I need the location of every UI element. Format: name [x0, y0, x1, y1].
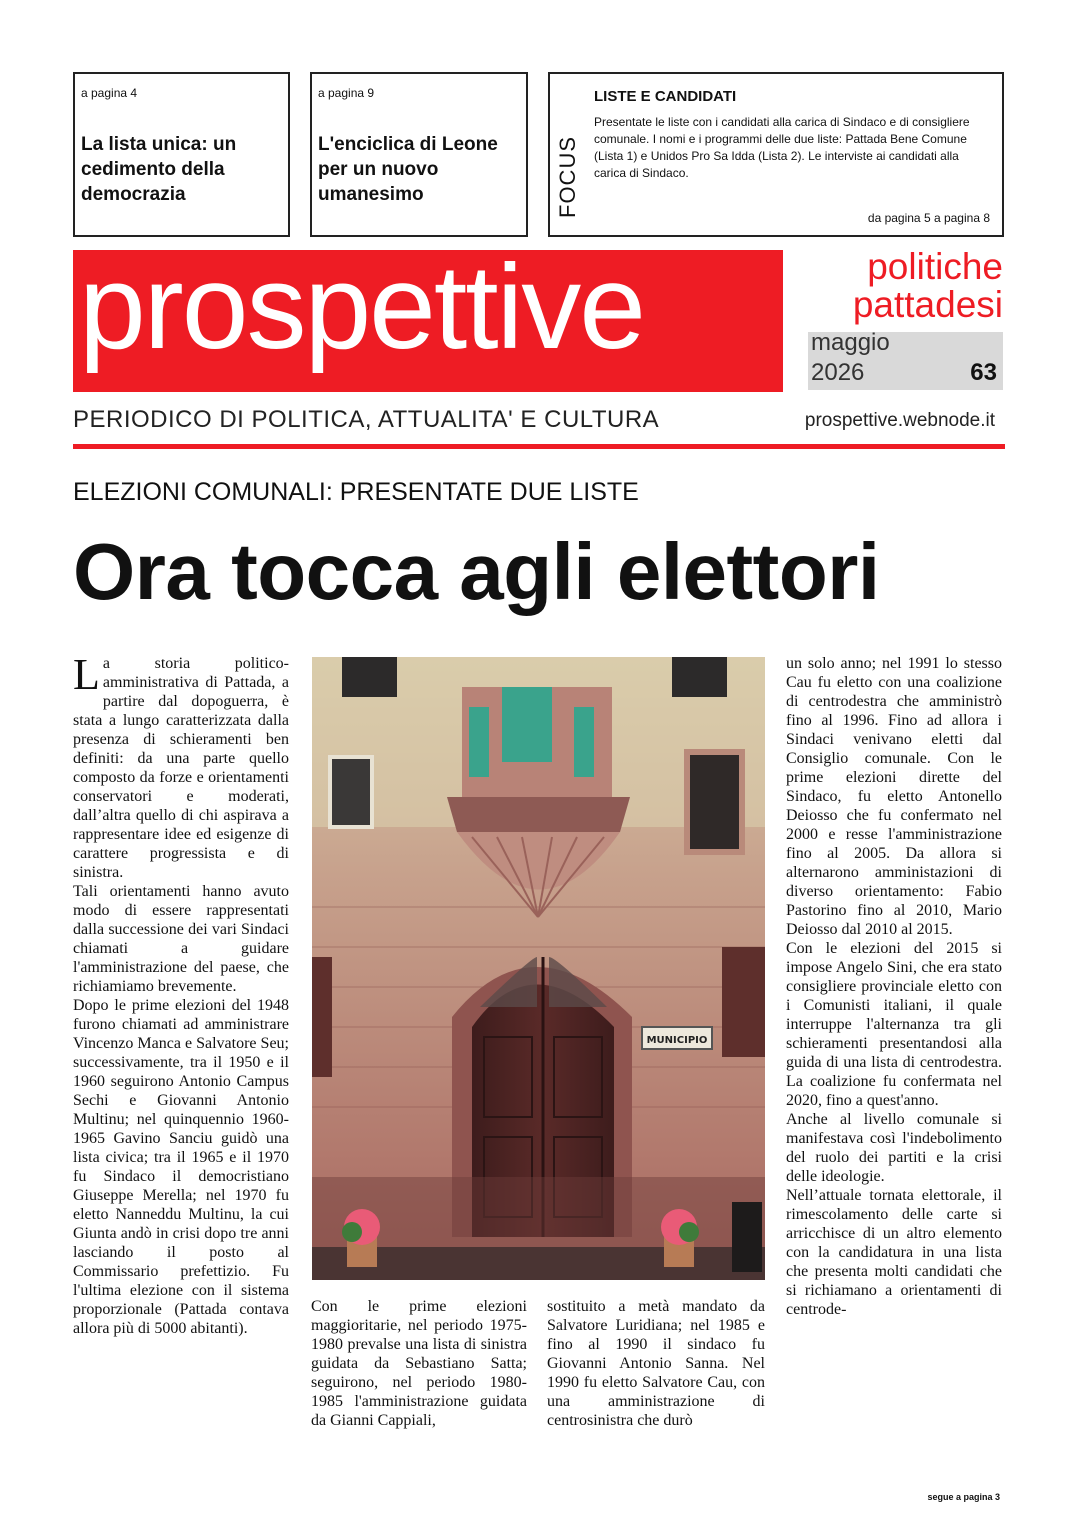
- article-column-4: [786, 654, 1002, 1319]
- article-column-2: [311, 1297, 527, 1430]
- focus-box[interactable]: [548, 72, 1004, 237]
- continued-page-ref[interactable]: segue a pagina 3: [927, 1492, 1000, 1502]
- teaser-page-ref: a pagina 9: [318, 86, 375, 100]
- teaser-box-enciclica[interactable]: [310, 72, 528, 237]
- focus-body: Presentate le liste con i candidati alla carica di Sindaco e di consigliere comunale. I nomi e i programmi delle due liste: Pattada Bene Comune (Lista 1) e Unidos Pro Sa Idda (Lista 2). Le interviste ai candidati alla carica di Sindaco.: [594, 115, 970, 180]
- side-title-line2: pattadesi: [852, 284, 1003, 325]
- issue-box: [808, 329, 1003, 390]
- article-paragraph: un solo anno; nel 1991 lo stesso Cau fu eletto con una coalizione di centrodestra che amministrò fino al 1996. Fino ad allora i Sindaci venivano eletti dal Consiglio comunale. Con le prime elezioni dirette del Sindaco, fu eletto Antonello Deiosso che fu confermato nel 2000 e resse l'amministrazione fino al 2005. Da allora si alternarono amministazioni di diverso orientamento: Fabio Pastorino fino al 2010, Mario Deiosso dal 2010 al 2015.: [786, 655, 1002, 938]
- article-column-1: [73, 650, 289, 1338]
- article-paragraph: sostituito a metà mandato da Salvatore Luridiana; nel 1985 e fino al 1990 il sindaco fu Giovanni Antonio Sanna. Nel 1990 fu eletto Salvatore Cau, con una amministrazione di centrosinistra che durò: [547, 1298, 765, 1429]
- masthead-side-title: [808, 248, 1003, 324]
- article-paragraph: La storia politico-amministrativa di Pattada, a partire dal dopoguerra, è stata a lungo caratterizzata dalla presenza di schieramenti ben definiti: da una parte quello composto da forze e orientamenti conservatori e moderati, dall’altra quello di chi aspirava a rappresentare idee ed esigenze di carattere progressista e di sinistra.: [73, 650, 289, 881]
- drop-cap: L: [73, 650, 100, 699]
- article-headline: Ora tocca agli elettori: [73, 527, 880, 616]
- newspaper-subtitle: PERIODICO DI POLITICA, ATTUALITA' E CULTURA: [73, 406, 660, 433]
- article-column-3: [547, 1297, 765, 1430]
- municipio-sign: MUNICIPIO: [646, 1035, 708, 1046]
- issue-month: maggio: [811, 329, 890, 356]
- article-paragraph: Tali orientamenti hanno avuto modo di essere rappresentati dalla successione dei vari Sindaci chiamati a guidare l'amministrazione del paese, che richiamiamo brevemente.: [73, 883, 289, 995]
- town-hall-photo: [312, 657, 765, 1280]
- masthead-banner: [73, 240, 783, 392]
- issue-number: 63: [970, 359, 997, 386]
- website-link[interactable]: prospettive.webnode.it: [804, 410, 995, 431]
- focus-page-ref: da pagina 5 a pagina 8: [867, 211, 990, 225]
- article-paragraph: Nell’attuale tornata elettorale, il rimescolamento delle carte si arricchisce di un altro elemento con la candidatura in una lista che presenta molti candidati che si richiamano a orientamenti di centrode-: [786, 1187, 1002, 1318]
- article-kicker: ELEZIONI COMUNALI: PRESENTATE DUE LISTE: [73, 478, 639, 506]
- teaser-box-lista-unica[interactable]: [73, 72, 290, 237]
- article-paragraph: Anche al livello comunale si manifestava così l'indebolimento del ruolo dei partiti e la crisi delle ideologie.: [786, 1111, 1002, 1185]
- newspaper-title: prospettive: [79, 240, 644, 374]
- focus-title: LISTE E CANDIDATI: [594, 88, 737, 105]
- red-divider: [73, 444, 1005, 449]
- side-title-line1: politiche: [867, 246, 1003, 287]
- article-paragraph: Dopo le prime elezioni del 1948 furono chiamati ad amministrare Vincenzo Manca e Salvatore Seu; successivamente, tra il 1950 e il 1960 seguirono Antonio Campus Sechi e Giovanni Antonio Multinu; nel quinquennio 1960-1965 Gavino Sanciu guidò una lista civica; tra il 1965 e il 1970 fu Sindaco il democristiano Giuseppe Merella; nel 1970 fu eletto Nanneddu Multinu, la cui Giunta andò in crisi dopo tre anni lasciando il posto al Commissario prefettizio. Fu l'ultima elezione con il sistema proporzionale (Pattada contava allora più di 5000 abitanti).: [73, 997, 289, 1337]
- teaser-headline: La lista unica: un cedimento della democrazia: [81, 134, 237, 205]
- article-paragraph: Con le elezioni del 2015 si impose Angelo Sini, che era stato consigliere provinciale eletto con i Comunisti italiani, il quale interruppe l'alternanza tra gli schieramenti presentandosi alla guida di una lista di centrodestra. La coalizione fu confermata nel 2020, fino a quest'anno.: [786, 940, 1002, 1109]
- issue-year: 2026: [811, 359, 865, 386]
- focus-label: FOCUS: [555, 136, 580, 218]
- teaser-page-ref: a pagina 4: [81, 86, 138, 100]
- teaser-headline: L'enciclica di Leone per un nuovo umanesimo: [318, 134, 498, 205]
- article-paragraph: Con le prime elezioni maggioritarie, nel periodo 1975-1980 prevalse una lista di sinistra guidata da Sebastiano Satta; seguirono, nel periodo 1980-1985 l'amministrazione guidata da Gianni Cappiali,: [311, 1298, 527, 1429]
